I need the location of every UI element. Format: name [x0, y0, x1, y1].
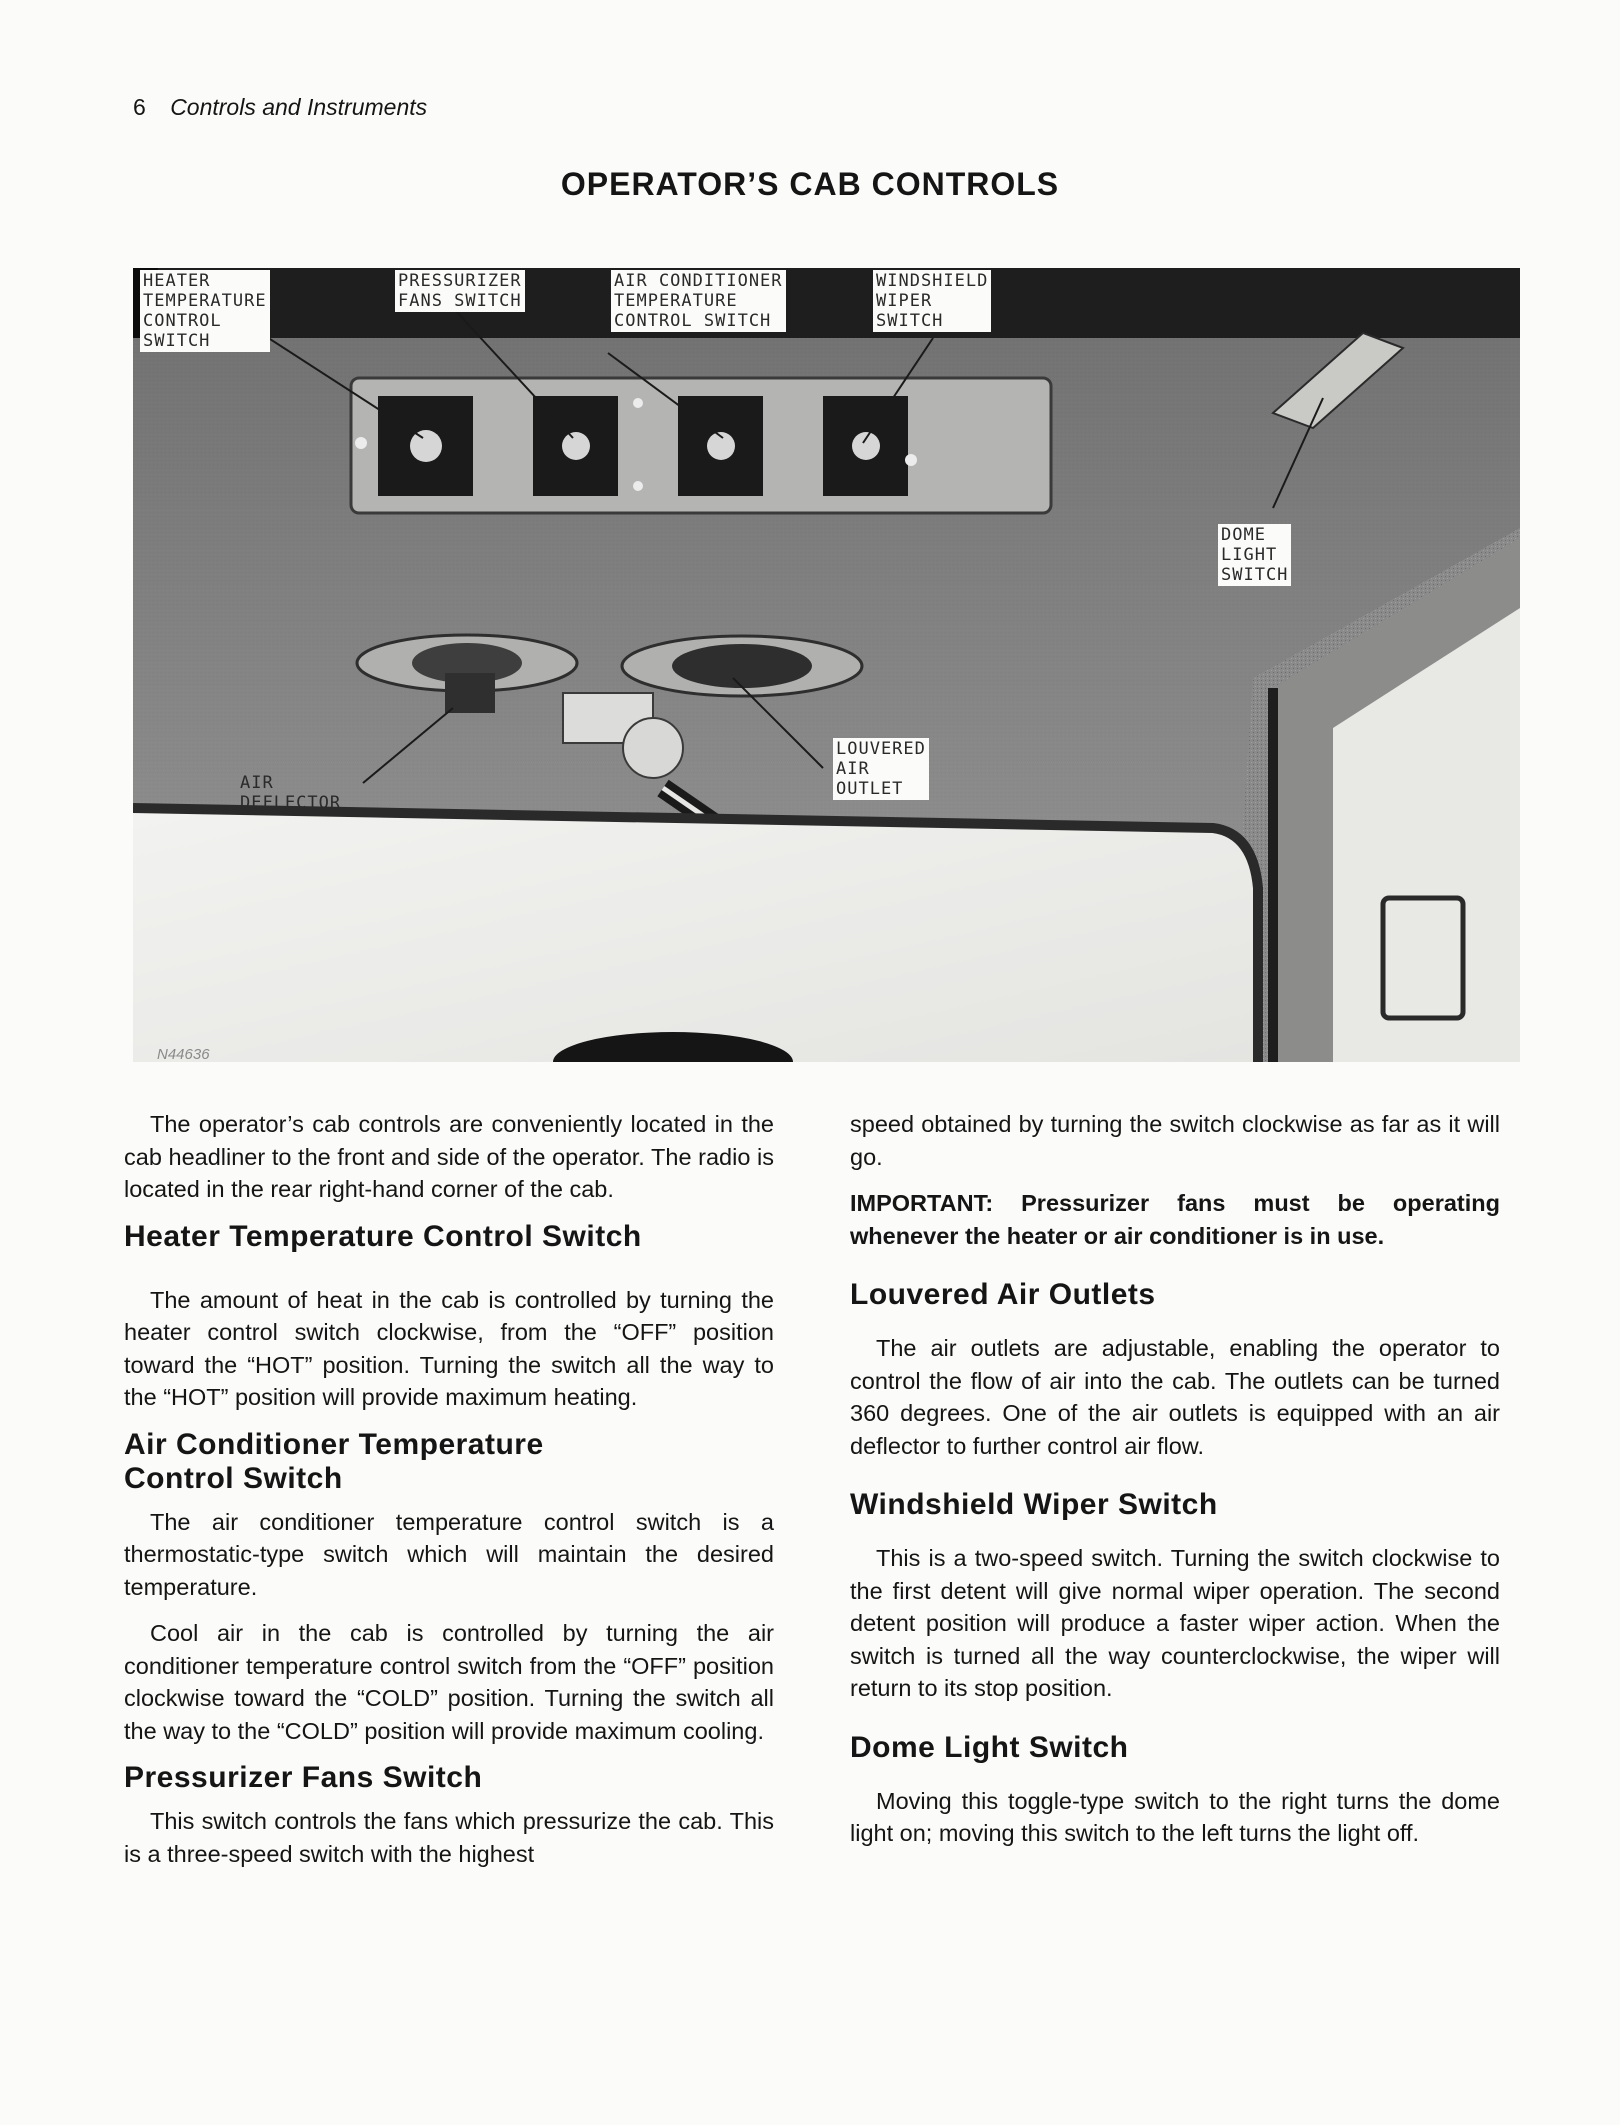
callout-pressurizer-fans-switch: PRESSURIZER FANS SWITCH: [395, 270, 525, 312]
wiper-paragraph: This is a two-speed switch. Turning the switch clockwise to the first detent will give normal wiper operation. The second detent position will produce a faster wiper action. When the switch is turned all the way counterclockwise, the wiper will return to its stop position.: [850, 1545, 1500, 1701]
right-column: [850, 1108, 1500, 1864]
heading-pressurizer-fans-switch: Pressurizer Fans Switch: [124, 1761, 483, 1794]
heading-heater-temperature-control-switch: Heater Temperature Control Switch: [124, 1219, 642, 1253]
cab-controls-photo: [133, 268, 1520, 1062]
left-column: [124, 1108, 774, 1884]
callout-louvered-air-outlet: LOUVERED AIR OUTLET: [833, 738, 929, 800]
callout-air-conditioner-temperature-control-switch: AIR CONDITIONER TEMPERATURE CONTROL SWITCH: [611, 270, 786, 332]
ac-paragraph-2: Cool air in the cab is controlled by turning the air conditioner temperature control switch from the “OFF” position clockwise toward the “COLD” position. Turning the switch all the way to the “COLD” position will provide maximum cooling.: [124, 1620, 774, 1744]
callout-windshield-wiper-switch: WINDSHIELD WIPER SWITCH: [873, 270, 991, 332]
callout-dome-light-switch: DOME LIGHT SWITCH: [1218, 524, 1291, 586]
section-title: Controls and Instruments: [170, 94, 428, 120]
page-number: 6: [133, 94, 146, 120]
cab-photo-illustration: [133, 268, 1520, 1062]
heater-paragraph: The amount of heat in the cab is controlled by turning the heater control switch clockwise, from the “OFF” position toward the “HOT” position. Turning the switch all the way to the “HOT” position will provide maximum heating.: [124, 1286, 774, 1410]
important-note: IMPORTANT: Pressurizer fans must be operating whenever the heater or air conditioner is in use.: [850, 1190, 1500, 1249]
heading-dome-light-switch: Dome Light Switch: [850, 1730, 1129, 1764]
page-title: OPERATOR’S CAB CONTROLS: [560, 166, 1060, 202]
louvered-paragraph: The air outlets are adjustable, enabling the operator to control the flow of air into the cab. The outlets can be turned 360 degrees. One of the air outlets is equipped with an air deflector to further control air flow.: [850, 1335, 1500, 1459]
dome-paragraph: Moving this toggle-type switch to the right turns the dome light on; moving this switch to the left turns the light off.: [850, 1787, 1500, 1846]
heading-air-conditioner-temperature-control-switch: Air Conditioner Temperature Control Switch: [124, 1427, 544, 1495]
figure-id: N44636: [157, 1046, 210, 1062]
callout-heater-temperature-control-switch: HEATER TEMPERATURE CONTROL SWITCH: [140, 270, 270, 352]
ac-paragraph-1: The air conditioner temperature control switch is a thermostatic-type switch which will maintain the desired temperature.: [124, 1508, 774, 1600]
callout-air-deflector: AIR DEFLECTOR: [240, 773, 342, 813]
heading-windshield-wiper-switch: Windshield Wiper Switch: [850, 1488, 1218, 1521]
pressurizer-paragraph: This switch controls the fans which pressurize the cab. This is a three-speed switch with the highest: [124, 1808, 774, 1867]
running-header: [133, 94, 427, 121]
pressurizer-paragraph-continued: speed obtained by turning the switch clockwise as far as it will go.: [850, 1111, 1500, 1170]
heading-louvered-air-outlets: Louvered Air Outlets: [850, 1278, 1156, 1311]
intro-paragraph: The operator’s cab controls are conveniently located in the cab headliner to the front and side of the operator. The radio is located in the rear right-hand corner of the cab.: [124, 1111, 774, 1202]
